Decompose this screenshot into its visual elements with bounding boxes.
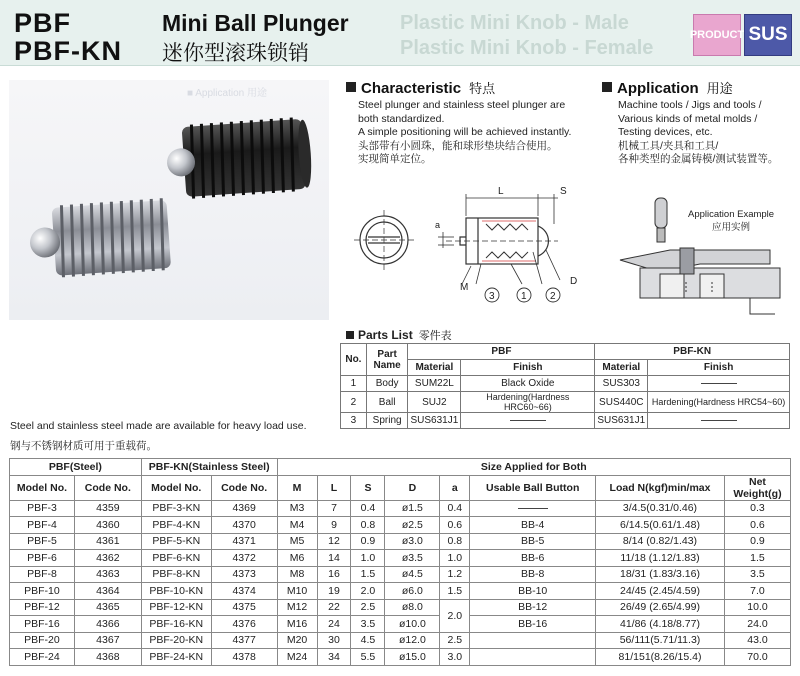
- cell-load: 26/49 (2.65/4.99): [596, 599, 725, 616]
- cell-d: ø6.0: [385, 583, 440, 600]
- parts-list-title: Parts List: [358, 328, 413, 342]
- cell-material: SUS631J1: [408, 413, 461, 429]
- cell-m: M6: [277, 550, 317, 567]
- table-row: [10, 632, 791, 649]
- cell-ball-button: [470, 649, 596, 666]
- cell-m: M16: [277, 616, 317, 633]
- cell-d: ø2.5: [385, 517, 440, 534]
- sus-badge: SUS: [744, 14, 792, 56]
- cell-model-pbf: PBF-10: [10, 583, 75, 600]
- cell-l: 16: [317, 566, 351, 583]
- part-callout-2: 2: [550, 291, 556, 302]
- col-header-a: a: [440, 475, 470, 500]
- cell-ball-button: [470, 500, 596, 517]
- cell-net-weight: 24.0: [724, 616, 790, 633]
- col-header-material: Material: [408, 360, 461, 376]
- cell-l: 24: [317, 616, 351, 633]
- dash-mark: [701, 383, 737, 384]
- cell-net-weight: 10.0: [724, 599, 790, 616]
- cell-s: 2.0: [351, 583, 385, 600]
- cell-model-pbf-kn: PBF-5-KN: [141, 533, 211, 550]
- cell-code-pbf-kn: 4372: [211, 550, 277, 567]
- cell-model-pbf: PBF-5: [10, 533, 75, 550]
- cell-load: 81/151(8.26/15.4): [596, 649, 725, 666]
- application-text: [618, 99, 778, 167]
- cell-code-pbf-kn: 4369: [211, 500, 277, 517]
- cell-part: Spring: [366, 413, 408, 429]
- cell-model-pbf-kn: PBF-24-KN: [141, 649, 211, 666]
- dim-label-l: L: [498, 186, 504, 197]
- application-line: 机械工具/夹具和工具/: [618, 139, 719, 152]
- cell-s: 1.0: [351, 550, 385, 567]
- cell-load: 18/31 (1.83/3.16): [596, 566, 725, 583]
- cell-net-weight: 0.9: [724, 533, 790, 550]
- table-row: [10, 616, 791, 633]
- bleed-through-text: ■ Application 用途: [187, 88, 267, 99]
- product-photo: [9, 80, 329, 320]
- cell-net-weight: 3.5: [724, 566, 790, 583]
- cell-ball-button: BB-16: [470, 616, 596, 633]
- cell-model-pbf: PBF-3: [10, 500, 75, 517]
- cell-l: 22: [317, 599, 351, 616]
- cell-load: 8/14 (0.82/1.43): [596, 533, 725, 550]
- cell-load: 41/86 (4.18/8.77): [596, 616, 725, 633]
- col-header-ball-button: Usable Ball Button: [470, 475, 596, 500]
- cell-finish: Hardening(Hardness HRC54~60): [648, 392, 790, 413]
- cell-a: 1.0: [440, 550, 470, 567]
- dim-label-a: a: [435, 220, 441, 230]
- col-header-m: M: [277, 475, 317, 500]
- cell-l: 34: [317, 649, 351, 666]
- cell-ball-button: BB-8: [470, 566, 596, 583]
- cell-s: 0.9: [351, 533, 385, 550]
- parts-list-heading: [346, 327, 452, 343]
- application-example-label-zh: 应用实例: [712, 222, 751, 233]
- application-heading: [602, 78, 733, 97]
- cell-m: M12: [277, 599, 317, 616]
- cell-net-weight: 70.0: [724, 649, 790, 666]
- cell-code-pbf: 4367: [74, 632, 141, 649]
- cell-model-pbf: PBF-8: [10, 566, 75, 583]
- cell-a: 0.6: [440, 517, 470, 534]
- product-title-en: Mini Ball Plunger: [162, 10, 349, 36]
- cell-code-pbf-kn: 4375: [211, 599, 277, 616]
- cell-l: 30: [317, 632, 351, 649]
- cell-m: M8: [277, 566, 317, 583]
- col-header-material: Material: [595, 360, 648, 376]
- col-header-model-no: Model No.: [10, 475, 75, 500]
- cell-m: M3: [277, 500, 317, 517]
- product-badge: PRODUCT: [693, 14, 741, 56]
- dash-mark: [510, 420, 546, 421]
- product-title-zh: 迷你型滚珠锁销: [162, 42, 309, 65]
- col-header-code-no: Code No.: [211, 475, 277, 500]
- col-header-finish: Finish: [648, 360, 790, 376]
- dim-label-d: D: [570, 276, 578, 287]
- col-header-no: No.: [341, 344, 367, 376]
- dash-mark: [518, 508, 548, 509]
- cell-net-weight: 43.0: [724, 632, 790, 649]
- cell-no: 3: [341, 413, 367, 429]
- table-row: [341, 376, 790, 392]
- cell-m: M10: [277, 583, 317, 600]
- table-row: [10, 649, 791, 666]
- cell-net-weight: 0.6: [724, 517, 790, 534]
- characteristic-heading: [346, 78, 495, 97]
- table-row: [10, 583, 791, 600]
- cell-m: M4: [277, 517, 317, 534]
- cell-code-pbf: 4360: [74, 517, 141, 534]
- cell-code-pbf: 4363: [74, 566, 141, 583]
- cell-code-pbf-kn: 4374: [211, 583, 277, 600]
- table-row: [10, 599, 791, 616]
- cell-s: 2.5: [351, 599, 385, 616]
- cell-model-pbf-kn: PBF-10-KN: [141, 583, 211, 600]
- cell-a: 0.8: [440, 533, 470, 550]
- plunger-dimension-drawing: [346, 180, 596, 305]
- cell-d: ø1.5: [385, 500, 440, 517]
- cell-d: ø3.5: [385, 550, 440, 567]
- cell-net-weight: 1.5: [724, 550, 790, 567]
- col-header-part-name: Part Name: [366, 344, 408, 376]
- cell-l: 9: [317, 517, 351, 534]
- cell-load: 24/45 (2.45/4.59): [596, 583, 725, 600]
- col-header-load: Load N(kgf)min/max: [596, 475, 725, 500]
- col-header-net-weight: Net Weight(g): [724, 475, 790, 500]
- model-name-pbf: PBF: [14, 8, 71, 38]
- dim-label-s: S: [560, 186, 567, 197]
- cell-net-weight: 0.3: [724, 500, 790, 517]
- cell-m: M24: [277, 649, 317, 666]
- note-zh: 钢与不锈钢材质可用于重载荷。: [10, 440, 157, 452]
- cell-d: ø3.0: [385, 533, 440, 550]
- cell-model-pbf: PBF-4: [10, 517, 75, 534]
- cell-code-pbf-kn: 4378: [211, 649, 277, 666]
- cell-material: SUJ2: [408, 392, 461, 413]
- cell-l: 19: [317, 583, 351, 600]
- cell-d: ø10.0: [385, 616, 440, 633]
- col-header-finish: Finish: [461, 360, 595, 376]
- cell-s: 5.5: [351, 649, 385, 666]
- cell-code-pbf: 4364: [74, 583, 141, 600]
- table-row: [341, 413, 790, 429]
- characteristic-line: 头部带有小圆珠，能和球形垫块结合使用。: [358, 139, 558, 152]
- cell-code-pbf-kn: 4377: [211, 632, 277, 649]
- group-header-size: Size Applied for Both: [277, 459, 790, 476]
- cell-s: 3.5: [351, 616, 385, 633]
- application-line: Various kinds of metal molds /: [618, 112, 758, 125]
- cell-model-pbf-kn: PBF-3-KN: [141, 500, 211, 517]
- cell-material: SUS303: [595, 376, 648, 392]
- col-header-model-no: Model No.: [141, 475, 211, 500]
- cell-code-pbf: 4362: [74, 550, 141, 567]
- characteristic-title: Characteristic: [361, 80, 462, 97]
- model-name-pbf-kn: PBF-KN: [14, 36, 122, 66]
- table-row: [10, 500, 791, 517]
- cell-ball-button: BB-6: [470, 550, 596, 567]
- characteristic-text: [358, 99, 571, 167]
- cell-ball-button: [470, 632, 596, 649]
- col-header-pbf: PBF: [408, 344, 595, 360]
- part-callout-3: 3: [489, 291, 495, 302]
- cell-a: 0.4: [440, 500, 470, 517]
- cell-finish: Black Oxide: [461, 376, 595, 392]
- cell-material: SUM22L: [408, 376, 461, 392]
- cell-ball-button: BB-5: [470, 533, 596, 550]
- cell-code-pbf: 4366: [74, 616, 141, 633]
- bleed-through-text: Plastic Mini Knob - Female: [400, 37, 654, 59]
- characteristic-line: A simple positioning will be achieved instantly.: [358, 126, 572, 138]
- cell-no: 2: [341, 392, 367, 413]
- application-example-label: Application Example: [688, 209, 775, 220]
- cell-model-pbf-kn: PBF-16-KN: [141, 616, 211, 633]
- cell-model-pbf: PBF-6: [10, 550, 75, 567]
- cell-a: 3.0: [440, 649, 470, 666]
- header-band: [0, 0, 800, 66]
- col-header-code-no: Code No.: [74, 475, 141, 500]
- cell-material: SUS440C: [595, 392, 648, 413]
- characteristic-title-zh: 特点: [469, 81, 496, 96]
- cell-load: 11/18 (1.12/1.83): [596, 550, 725, 567]
- characteristic-line: Steel plunger and stainless steel plunger are: [358, 99, 566, 111]
- cell-s: 4.5: [351, 632, 385, 649]
- cell-code-pbf-kn: 4376: [211, 616, 277, 633]
- ball-plunger-photo-icon: [9, 80, 329, 320]
- cell-no: 1: [341, 376, 367, 392]
- cell-net-weight: 7.0: [724, 583, 790, 600]
- cell-a: 1.5: [440, 583, 470, 600]
- cell-s: 1.5: [351, 566, 385, 583]
- cell-code-pbf: 4368: [74, 649, 141, 666]
- note-en: Steel and stainless steel made are available for heavy load use.: [10, 420, 307, 432]
- cell-a: 2.0: [440, 599, 470, 632]
- spec-table-body: [10, 500, 791, 665]
- cell-ball-button: BB-12: [470, 599, 596, 616]
- cell-load: 6/14.5(0.61/1.48): [596, 517, 725, 534]
- group-header-pbf-steel: PBF(Steel): [10, 459, 142, 476]
- cell-code-pbf-kn: 4371: [211, 533, 277, 550]
- cell-model-pbf: PBF-20: [10, 632, 75, 649]
- col-header-s: S: [351, 475, 385, 500]
- cell-l: 12: [317, 533, 351, 550]
- cell-model-pbf-kn: PBF-20-KN: [141, 632, 211, 649]
- bleed-through-text: Plastic Mini Knob - Male: [400, 12, 629, 34]
- cell-finish-empty: [648, 413, 790, 429]
- cell-finish: Hardening(Hardness HRC60~66): [461, 392, 595, 413]
- cell-l: 14: [317, 550, 351, 567]
- cell-l: 7: [317, 500, 351, 517]
- table-row: [341, 392, 790, 413]
- table-row: [10, 566, 791, 583]
- spec-table: [9, 458, 791, 666]
- application-title-zh: 用途: [706, 81, 733, 96]
- part-callout-1: 1: [521, 291, 527, 302]
- cell-ball-button: BB-4: [470, 517, 596, 534]
- cell-load: 3/4.5(0.31/0.46): [596, 500, 725, 517]
- table-row: [10, 550, 791, 567]
- cell-model-pbf: PBF-12: [10, 599, 75, 616]
- cell-model-pbf: PBF-24: [10, 649, 75, 666]
- cell-d: ø12.0: [385, 632, 440, 649]
- cell-model-pbf-kn: PBF-4-KN: [141, 517, 211, 534]
- cell-code-pbf: 4365: [74, 599, 141, 616]
- application-line: Machine tools / Jigs and tools /: [618, 99, 762, 111]
- col-header-l: L: [317, 475, 351, 500]
- dim-label-m: M: [460, 282, 469, 293]
- cell-a: 1.2: [440, 566, 470, 583]
- cell-m: M20: [277, 632, 317, 649]
- cell-model-pbf-kn: PBF-6-KN: [141, 550, 211, 567]
- cell-finish-empty: [648, 376, 790, 392]
- cell-s: 0.4: [351, 500, 385, 517]
- cell-part: Body: [366, 376, 408, 392]
- table-row: [10, 517, 791, 534]
- cell-m: M5: [277, 533, 317, 550]
- cell-model-pbf-kn: PBF-8-KN: [141, 566, 211, 583]
- table-row: [10, 533, 791, 550]
- parts-list-title-zh: 零件表: [418, 330, 452, 342]
- cell-load: 56/111(5.71/11.3): [596, 632, 725, 649]
- cell-part: Ball: [366, 392, 408, 413]
- cell-d: ø8.0: [385, 599, 440, 616]
- cell-s: 0.8: [351, 517, 385, 534]
- dash-mark: [701, 420, 737, 421]
- cell-ball-button: BB-10: [470, 583, 596, 600]
- parts-list-table: [340, 343, 790, 429]
- application-title: Application: [617, 80, 699, 97]
- cell-material: SUS631J1: [595, 413, 648, 429]
- cell-code-pbf-kn: 4370: [211, 517, 277, 534]
- cell-code-pbf: 4361: [74, 533, 141, 550]
- cell-d: ø15.0: [385, 649, 440, 666]
- cell-finish-empty: [461, 413, 595, 429]
- cell-model-pbf: PBF-16: [10, 616, 75, 633]
- application-example-drawing: [600, 190, 790, 320]
- cell-code-pbf-kn: 4373: [211, 566, 277, 583]
- group-header-pbf-kn-stainless: PBF-KN(Stainless Steel): [141, 459, 277, 476]
- application-line: 各种类型的金属铸模/测试装置等。: [618, 153, 779, 165]
- cell-model-pbf-kn: PBF-12-KN: [141, 599, 211, 616]
- characteristic-line: 实现简单定位。: [358, 153, 432, 165]
- application-line: Testing devices, etc.: [618, 126, 713, 138]
- cell-code-pbf: 4359: [74, 500, 141, 517]
- col-header-pbf-kn: PBF-KN: [595, 344, 790, 360]
- col-header-d: D: [385, 475, 440, 500]
- cell-a: 2.5: [440, 632, 470, 649]
- cell-d: ø4.5: [385, 566, 440, 583]
- characteristic-line: both standardized.: [358, 112, 445, 125]
